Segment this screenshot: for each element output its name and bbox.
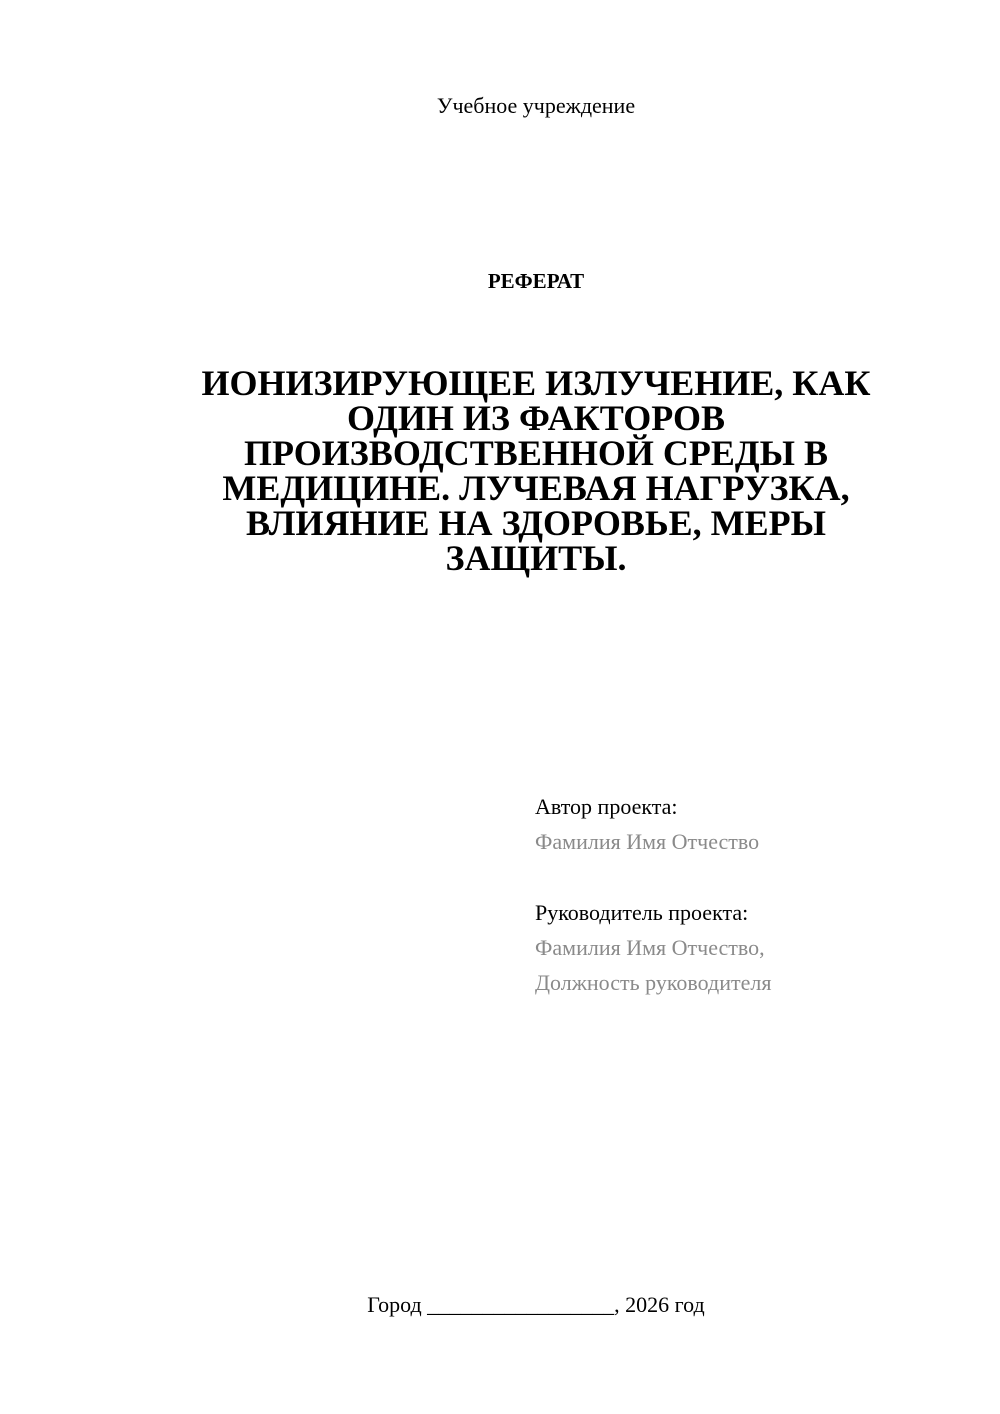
- topic-line: ИОНИЗИРУЮЩЕЕ ИЗЛУЧЕНИЕ, КАК: [201, 363, 871, 403]
- topic-line: ОДИН ИЗ ФАКТОРОВ: [346, 398, 726, 438]
- topic-line: ЗАЩИТЫ.: [445, 538, 627, 578]
- supervisor-name: Фамилия Имя Отчество,: [535, 935, 765, 960]
- document-type: РЕФЕРАТ: [487, 269, 585, 293]
- topic-title: [170, 363, 902, 578]
- author-label: Автор проекта:: [535, 794, 678, 819]
- institution-name: Учебное учреждение: [436, 93, 636, 118]
- supervisor-position: Должность руководителя: [535, 970, 772, 995]
- credits-spacer: [535, 859, 975, 895]
- author-name: Фамилия Имя Отчество: [535, 829, 760, 854]
- supervisor-label: Руководитель проекта:: [535, 900, 749, 925]
- topic-line: ВЛИЯНИЕ НА ЗДОРОВЬЕ, МЕРЫ: [246, 503, 826, 543]
- topic-line: МЕДИЦИНЕ. ЛУЧЕВАЯ НАГРУЗКА,: [222, 468, 850, 508]
- city-year-line: Город _________________, 2026 год: [367, 1292, 705, 1317]
- credits-block: [535, 789, 975, 1000]
- topic-line: ПРОИЗВОДСТВЕННОЙ СРЕДЫ В: [244, 433, 828, 473]
